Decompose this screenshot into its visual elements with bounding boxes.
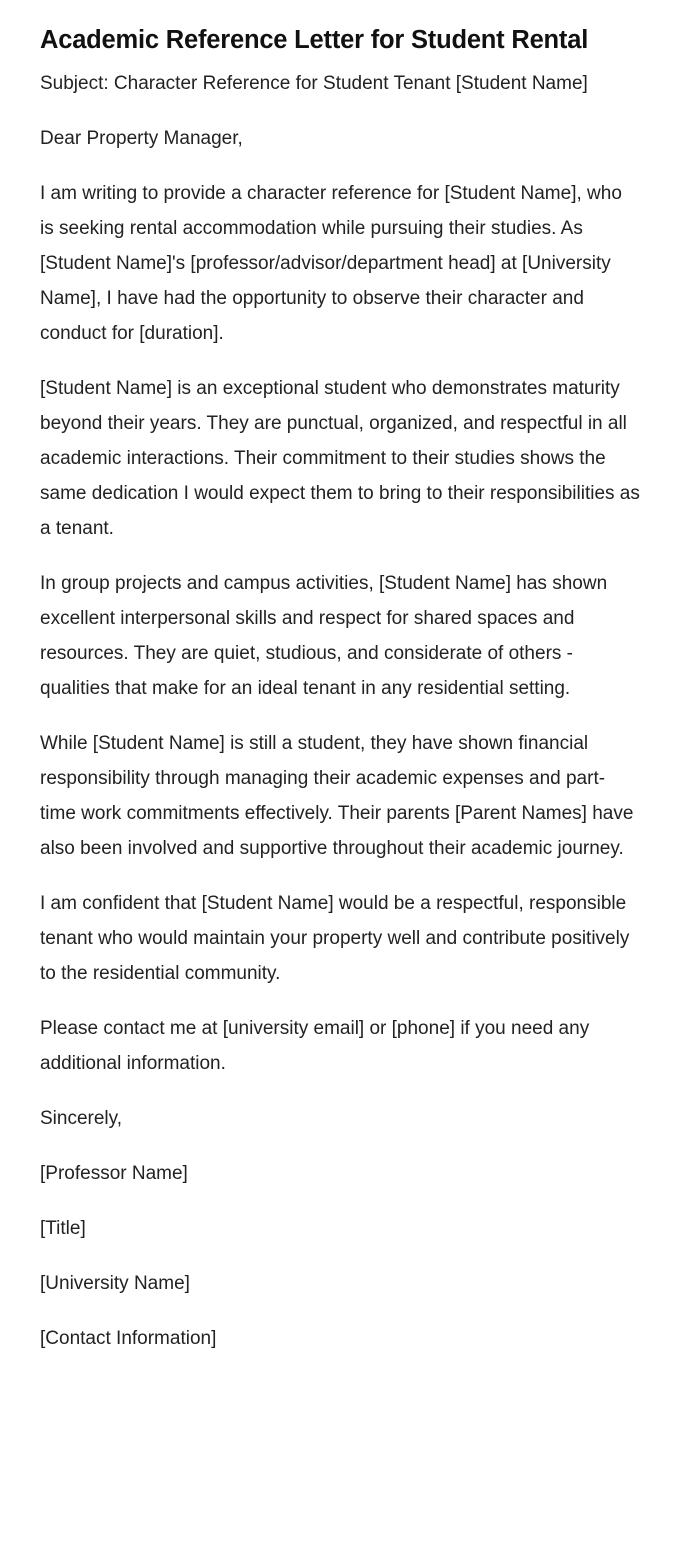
signature-contact: [Contact Information] — [40, 1328, 217, 1349]
letter-document — [40, 20, 640, 1376]
letter-subject: Subject: Character Reference for Student Tenant [Student Name] — [40, 73, 588, 94]
letter-paragraph-character: [Student Name] is an exceptional student who demonstrates maturity beyond their years. They are punctual, organized, and respectful in all academic interactions. Their commitment to their studies shows the same dedication I would expect them to bring to their responsibilities as a tenant. — [40, 378, 640, 539]
signature-university: [University Name] — [40, 1273, 190, 1294]
letter-paragraph-intro: I am writing to provide a character reference for [Student Name], who is seeking rental accommodation while pursuing their studies. As [Student Name]'s [professor/advisor/department head] at [University Name], I have had the opportunity to observe their character and conduct for [duration]. — [40, 183, 622, 344]
letter-paragraph-contact: Please contact me at [university email] or [phone] if you need any additional information. — [40, 1018, 590, 1074]
letter-closing: Sincerely, — [40, 1108, 123, 1129]
letter-paragraph-confidence: I am confident that [Student Name] would be a respectful, responsible tenant who would maintain your property well and contribute positively to the residential community. — [40, 893, 630, 984]
signature-title: [Title] — [40, 1218, 86, 1239]
letter-paragraph-financial: While [Student Name] is still a student, they have shown financial responsibility through managing their academic expenses and part-time work commitments effectively. Their parents [Parent Names] have also been involved and supportive throughout their academic journey. — [40, 733, 634, 859]
letter-title: Academic Reference Letter for Student Rental — [40, 26, 589, 54]
letter-salutation: Dear Property Manager, — [40, 128, 243, 149]
letter-paragraph-social: In group projects and campus activities, [Student Name] has shown excellent interpersonal skills and respect for shared spaces and resources. They are quiet, studious, and considerate of others - qualities that make for an ideal tenant in any residential setting. — [40, 573, 608, 699]
signature-name: [Professor Name] — [40, 1163, 188, 1184]
